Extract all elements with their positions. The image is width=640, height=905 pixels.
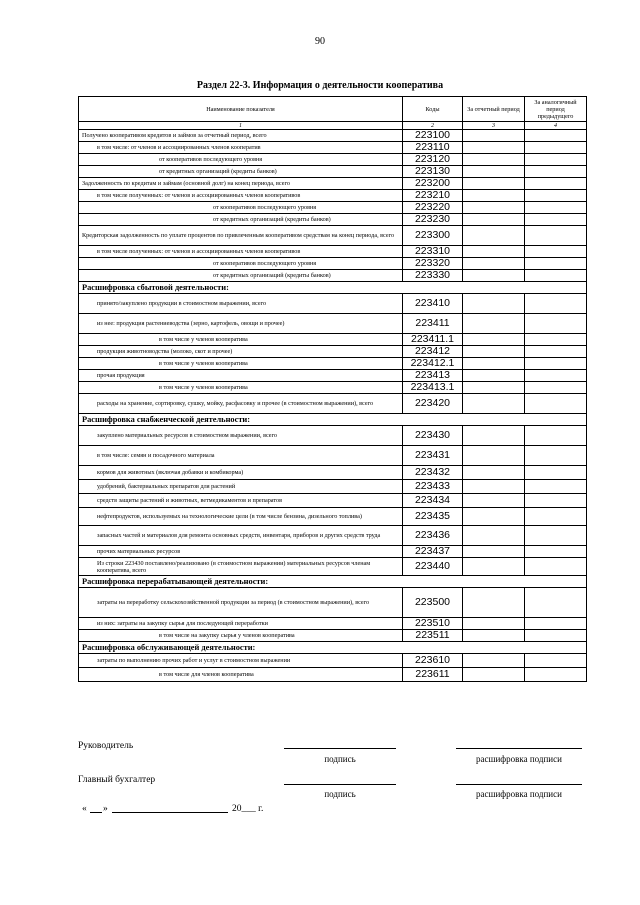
indicator-name: от кредитных организаций (кредиты банков) bbox=[79, 214, 403, 226]
current-period-cell[interactable] bbox=[463, 382, 525, 394]
previous-period-cell[interactable] bbox=[525, 370, 587, 382]
previous-period-cell[interactable] bbox=[525, 334, 587, 346]
current-period-cell[interactable] bbox=[463, 294, 525, 314]
activity-table bbox=[78, 96, 587, 682]
indicator-name: расходы на хранение, сортировку, сушку, мойку, расфасовку и прочее (в стоимостном выражении), всего bbox=[79, 394, 403, 414]
page-number: 90 bbox=[315, 36, 325, 47]
indicator-code: 223436 bbox=[403, 526, 463, 546]
date-year: 20___ г. bbox=[232, 804, 264, 814]
current-period-cell[interactable] bbox=[463, 190, 525, 202]
indicator-code: 223434 bbox=[403, 494, 463, 508]
previous-period-cell[interactable] bbox=[525, 630, 587, 642]
indicator-name: прочих материальных ресурсов bbox=[79, 546, 403, 558]
indicator-name: затраты по выполнению прочих работ и услуг в стоимостном выражении bbox=[79, 654, 403, 668]
current-period-cell[interactable] bbox=[463, 654, 525, 668]
section-heading: Расшифровка снабженческой деятельности: bbox=[79, 414, 587, 426]
indicator-name: от кооперативов последующего уровня bbox=[79, 202, 403, 214]
current-period-cell[interactable] bbox=[463, 314, 525, 334]
indicator-code: 223210 bbox=[403, 190, 463, 202]
previous-period-cell[interactable] bbox=[525, 558, 587, 576]
section-heading: Расшифровка сбытовой деятельности: bbox=[79, 282, 587, 294]
table-row bbox=[79, 202, 587, 214]
table-row bbox=[79, 370, 587, 382]
date-close-quote: » bbox=[103, 804, 108, 814]
section-row bbox=[79, 576, 587, 588]
current-period-cell[interactable] bbox=[463, 480, 525, 494]
previous-period-cell[interactable] bbox=[525, 202, 587, 214]
indicator-name: Из строки 223430 поставлено/реализовано (в стоимостном выражении) материальных ресурсов членам кооператива, всего bbox=[79, 558, 403, 576]
indicator-name: в том числе у членов кооператива bbox=[79, 358, 403, 370]
previous-period-cell[interactable] bbox=[525, 130, 587, 142]
accountant-sign-caption: подпись bbox=[324, 789, 356, 799]
date-month-line bbox=[112, 812, 228, 813]
previous-period-cell[interactable] bbox=[525, 508, 587, 526]
indicator-code: 223432 bbox=[403, 466, 463, 480]
previous-period-cell[interactable] bbox=[525, 426, 587, 446]
table-row bbox=[79, 558, 587, 576]
indicator-code: 223411 bbox=[403, 314, 463, 334]
current-period-cell[interactable] bbox=[463, 246, 525, 258]
previous-period-cell[interactable] bbox=[525, 394, 587, 414]
accountant-decode-caption: расшифровка подписи bbox=[476, 789, 562, 799]
col-number-1: 1 bbox=[79, 122, 403, 130]
previous-period-cell[interactable] bbox=[525, 270, 587, 282]
accountant-decode-line bbox=[456, 784, 582, 785]
table-row bbox=[79, 314, 587, 334]
indicator-name: от кооперативов последующего уровня bbox=[79, 258, 403, 270]
current-period-cell[interactable] bbox=[463, 668, 525, 682]
indicator-code: 223435 bbox=[403, 508, 463, 526]
table-row bbox=[79, 130, 587, 142]
previous-period-cell[interactable] bbox=[525, 446, 587, 466]
table-row bbox=[79, 346, 587, 358]
indicator-code: 223411.1 bbox=[403, 334, 463, 346]
indicator-name: от кредитных организаций (кредиты банков) bbox=[79, 166, 403, 178]
previous-period-cell[interactable] bbox=[525, 618, 587, 630]
table-row bbox=[79, 166, 587, 178]
indicator-code: 223610 bbox=[403, 654, 463, 668]
header-row bbox=[79, 97, 587, 122]
table-row bbox=[79, 446, 587, 466]
table-row bbox=[79, 154, 587, 166]
table-row bbox=[79, 546, 587, 558]
current-period-cell[interactable] bbox=[463, 334, 525, 346]
current-period-cell[interactable] bbox=[463, 466, 525, 480]
table-row bbox=[79, 630, 587, 642]
section-heading: Расшифровка обслуживающей деятельности: bbox=[79, 642, 587, 654]
table-row bbox=[79, 494, 587, 508]
previous-period-cell[interactable] bbox=[525, 466, 587, 480]
current-period-cell[interactable] bbox=[463, 142, 525, 154]
indicator-name: в том числе на закупку сырья у членов кооператива bbox=[79, 630, 403, 642]
indicator-name: в том числе для членов кооператива bbox=[79, 668, 403, 682]
indicator-code: 223310 bbox=[403, 246, 463, 258]
table-row bbox=[79, 270, 587, 282]
date-open-quote: « bbox=[82, 804, 87, 814]
table-row bbox=[79, 394, 587, 414]
table-row bbox=[79, 358, 587, 370]
section-heading: Расшифровка перерабатывающей деятельности: bbox=[79, 576, 587, 588]
indicator-name: Получено кооперативом кредитов и займов за отчетный период, всего bbox=[79, 130, 403, 142]
previous-period-cell[interactable] bbox=[525, 178, 587, 190]
current-period-cell[interactable] bbox=[463, 558, 525, 576]
table-row bbox=[79, 466, 587, 480]
current-period-cell[interactable] bbox=[463, 358, 525, 370]
indicator-code: 223413 bbox=[403, 370, 463, 382]
current-period-cell[interactable] bbox=[463, 508, 525, 526]
indicator-name: нефтепродуктов, используемых на технологические цели (в том числе бензина, дизельного топлива) bbox=[79, 508, 403, 526]
previous-period-cell[interactable] bbox=[525, 190, 587, 202]
current-period-cell[interactable] bbox=[463, 526, 525, 546]
table-row bbox=[79, 426, 587, 446]
indicator-code: 223413.1 bbox=[403, 382, 463, 394]
indicator-name: в том числе полученных: от членов и ассоциированных членов кооперативов bbox=[79, 246, 403, 258]
current-period-cell[interactable] bbox=[463, 370, 525, 382]
indicator-code: 223510 bbox=[403, 618, 463, 630]
previous-period-cell[interactable] bbox=[525, 588, 587, 618]
current-period-cell[interactable] bbox=[463, 202, 525, 214]
indicator-code: 223500 bbox=[403, 588, 463, 618]
accountant-label: Главный бухгалтер bbox=[78, 775, 156, 785]
indicator-code: 223300 bbox=[403, 226, 463, 246]
current-period-cell[interactable] bbox=[463, 258, 525, 270]
indicator-name: Задолженность по кредитам и займам (основной долг) на конец периода, всего bbox=[79, 178, 403, 190]
indicator-name: от кооперативов последующего уровня bbox=[79, 154, 403, 166]
current-period-cell[interactable] bbox=[463, 270, 525, 282]
indicator-name: затраты на переработку сельскохозяйственной продукции за период (в стоимостном выражении), всего bbox=[79, 588, 403, 618]
table-row bbox=[79, 190, 587, 202]
current-period-cell[interactable] bbox=[463, 588, 525, 618]
previous-period-cell[interactable] bbox=[525, 214, 587, 226]
indicator-code: 223440 bbox=[403, 558, 463, 576]
section-row bbox=[79, 282, 587, 294]
previous-period-cell[interactable] bbox=[525, 526, 587, 546]
col-number-2: 2 bbox=[403, 122, 463, 130]
indicator-name: запасных частей и материалов для ремонта основных средств, инвентаря, приборов и других средств труда bbox=[79, 526, 403, 546]
indicator-code: 223110 bbox=[403, 142, 463, 154]
indicator-code: 223611 bbox=[403, 668, 463, 682]
indicator-code: 223100 bbox=[403, 130, 463, 142]
indicator-name: в том числе у членов кооператива bbox=[79, 334, 403, 346]
indicator-name: из нее: продукция растениеводства (зерно, картофель, овощи и прочее) bbox=[79, 314, 403, 334]
indicator-name: в том числе: семян и посадочного материала bbox=[79, 446, 403, 466]
indicator-code: 223230 bbox=[403, 214, 463, 226]
indicator-name: принято/закуплено продукции в стоимостном выражении, всего bbox=[79, 294, 403, 314]
previous-period-cell[interactable] bbox=[525, 294, 587, 314]
header-name: Наименование показателя bbox=[79, 97, 403, 122]
head-decode-caption: расшифровка подписи bbox=[476, 754, 562, 764]
current-period-cell[interactable] bbox=[463, 346, 525, 358]
table-row bbox=[79, 654, 587, 668]
indicator-name: закуплено материальных ресурсов в стоимостном выражении, всего bbox=[79, 426, 403, 446]
current-period-cell[interactable] bbox=[463, 226, 525, 246]
previous-period-cell[interactable] bbox=[525, 668, 587, 682]
indicator-code: 223120 bbox=[403, 154, 463, 166]
indicator-name: кормов для животных (включая добавки и комбикорма) bbox=[79, 466, 403, 480]
table-row bbox=[79, 618, 587, 630]
head-decode-line bbox=[456, 748, 582, 749]
table-row bbox=[79, 226, 587, 246]
previous-period-cell[interactable] bbox=[525, 382, 587, 394]
previous-period-cell[interactable] bbox=[525, 358, 587, 370]
previous-period-cell[interactable] bbox=[525, 154, 587, 166]
previous-period-cell[interactable] bbox=[525, 226, 587, 246]
indicator-name: в том числе: от членов и ассоциированных членов кооператив bbox=[79, 142, 403, 154]
current-period-cell[interactable] bbox=[463, 426, 525, 446]
indicator-code: 223431 bbox=[403, 446, 463, 466]
indicator-code: 223437 bbox=[403, 546, 463, 558]
table-row bbox=[79, 588, 587, 618]
table-row bbox=[79, 668, 587, 682]
indicator-name: от кредитных организаций (кредиты банков) bbox=[79, 270, 403, 282]
indicator-name: Кредиторская задолженность по уплате процентов по привлеченным кооперативом средствам на конец периода, всего bbox=[79, 226, 403, 246]
table-row bbox=[79, 334, 587, 346]
indicator-code: 223412 bbox=[403, 346, 463, 358]
previous-period-cell[interactable] bbox=[525, 166, 587, 178]
indicator-code: 223220 bbox=[403, 202, 463, 214]
previous-period-cell[interactable] bbox=[525, 346, 587, 358]
section-title: Раздел 22-3. Информация о деятельности кооператива bbox=[196, 80, 444, 91]
indicator-code: 223511 bbox=[403, 630, 463, 642]
table-row bbox=[79, 526, 587, 546]
header-codes: Коды bbox=[403, 97, 463, 122]
indicator-code: 223430 bbox=[403, 426, 463, 446]
table-row bbox=[79, 294, 587, 314]
previous-period-cell[interactable] bbox=[525, 494, 587, 508]
previous-period-cell[interactable] bbox=[525, 314, 587, 334]
section-row bbox=[79, 414, 587, 426]
col-number-3: 3 bbox=[463, 122, 525, 130]
indicator-code: 223433 bbox=[403, 480, 463, 494]
table-row bbox=[79, 508, 587, 526]
accountant-sign-line bbox=[284, 784, 396, 785]
previous-period-cell[interactable] bbox=[525, 480, 587, 494]
previous-period-cell[interactable] bbox=[525, 246, 587, 258]
indicator-name: прочая продукция bbox=[79, 370, 403, 382]
indicator-name: в том числе полученных: от членов и ассоциированных членов кооперативов bbox=[79, 190, 403, 202]
head-sign-caption: подпись bbox=[324, 754, 356, 764]
current-period-cell[interactable] bbox=[463, 154, 525, 166]
date-day-line bbox=[90, 812, 102, 813]
indicator-code: 223320 bbox=[403, 258, 463, 270]
previous-period-cell[interactable] bbox=[525, 546, 587, 558]
table-row bbox=[79, 258, 587, 270]
table-row bbox=[79, 246, 587, 258]
previous-period-cell[interactable] bbox=[525, 142, 587, 154]
current-period-cell[interactable] bbox=[463, 546, 525, 558]
table-row bbox=[79, 142, 587, 154]
section-row bbox=[79, 642, 587, 654]
header-current-period: За отчетный период bbox=[463, 97, 525, 122]
table-row bbox=[79, 214, 587, 226]
current-period-cell[interactable] bbox=[463, 446, 525, 466]
current-period-cell[interactable] bbox=[463, 394, 525, 414]
indicator-code: 223200 bbox=[403, 178, 463, 190]
column-number-row bbox=[79, 122, 587, 130]
head-label: Руководитель bbox=[78, 741, 134, 751]
current-period-cell[interactable] bbox=[463, 166, 525, 178]
table-row bbox=[79, 382, 587, 394]
indicator-name: из них: затраты на закупку сырья для последующей переработки bbox=[79, 618, 403, 630]
table-row bbox=[79, 178, 587, 190]
indicator-code: 223420 bbox=[403, 394, 463, 414]
indicator-code: 223130 bbox=[403, 166, 463, 178]
indicator-name: средств защиты растений и животных, ветмедикаментов и препаратов bbox=[79, 494, 403, 508]
current-period-cell[interactable] bbox=[463, 178, 525, 190]
indicator-code: 223330 bbox=[403, 270, 463, 282]
current-period-cell[interactable] bbox=[463, 130, 525, 142]
current-period-cell[interactable] bbox=[463, 630, 525, 642]
indicator-code: 223412.1 bbox=[403, 358, 463, 370]
current-period-cell[interactable] bbox=[463, 494, 525, 508]
indicator-name: продукция животноводства (молоко, скот и прочее) bbox=[79, 346, 403, 358]
head-sign-line bbox=[284, 748, 396, 749]
table-row bbox=[79, 480, 587, 494]
previous-period-cell[interactable] bbox=[525, 258, 587, 270]
indicator-name: в том числе у членов кооператива bbox=[79, 382, 403, 394]
current-period-cell[interactable] bbox=[463, 618, 525, 630]
header-previous-period: За аналогичный период предыдущего bbox=[525, 97, 587, 122]
current-period-cell[interactable] bbox=[463, 214, 525, 226]
col-number-4: 4 bbox=[525, 122, 587, 130]
previous-period-cell[interactable] bbox=[525, 654, 587, 668]
indicator-name: удобрений, бактериальных препаратов для растений bbox=[79, 480, 403, 494]
indicator-code: 223410 bbox=[403, 294, 463, 314]
